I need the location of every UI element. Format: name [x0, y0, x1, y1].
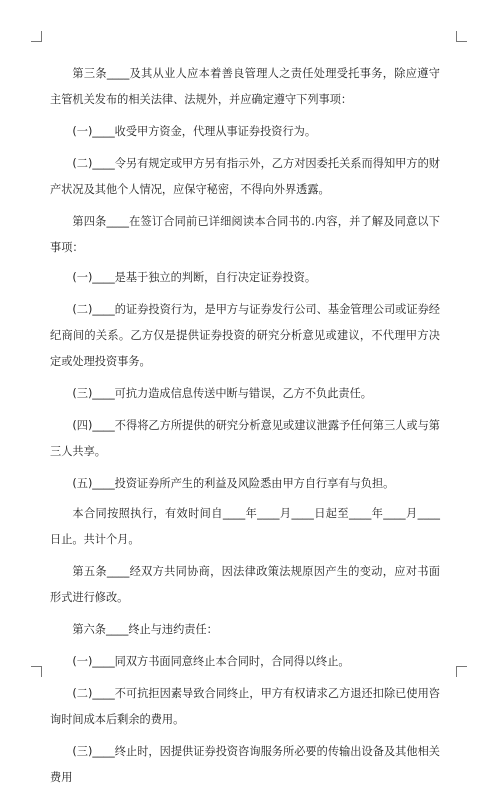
- paragraph-article-4: 第四条____在签订合同前已详细阅读本合同书的.内容，并了解及同意以下事项：: [50, 215, 440, 254]
- paragraph-article-6-item-1: (一)____同双方书面同意终止本合同时，合同得以终止。: [72, 655, 350, 668]
- paragraph-article-5: 第五条____经双方共同协商，因法律政策法规原因产生的变动，应对书面形式进行修改。: [50, 565, 440, 604]
- paragraph-article-4-item-4: (四)____不得将乙方所提供的研究分析意见或建议泄露予任何第三人或与第三人共享。: [50, 419, 440, 458]
- crop-mark-bottom-left: [31, 666, 42, 677]
- paragraph-article-3-item-2: (二)____令另有规定或甲方另有指示外，乙方对因委托关系而得知甲方的财产状况及其他个人情况，应保守秘密，不得向外界透露。: [50, 157, 440, 196]
- crop-mark-bottom-right: [456, 666, 467, 677]
- paragraph-article-4-item-1: (一)____是基于独立的判断，自行决定证券投资。: [72, 271, 317, 284]
- paragraph-article-6-item-3: (三)____终止时，因提供证券投资咨询服务所必要的传输出设备及其他相关费用: [50, 745, 440, 784]
- crop-mark-top-right: [456, 31, 467, 42]
- paragraph-article-6: 第六条____终止与违约责任：: [72, 623, 218, 636]
- paragraph-article-4-item-5: (五)____投资证券所产生的利益及风险悉由甲方自行享有与负担。: [72, 477, 395, 490]
- document-body: [50, 61, 440, 797]
- paragraph-article-4-item-2: (二)____的证券投资行为，是甲方与证券发行公司、基金管理公司或证券经纪商间的关系。乙方仅是提供证券投资的研究分析意见或建议，不代理甲方决定或处理投资事务。: [50, 303, 440, 368]
- paragraph-article-6-item-2: (二)____不可抗拒因素导致合同终止，甲方有权请求乙方退还扣除已使用咨询时间成本后剩余的费用。: [50, 687, 440, 726]
- paragraph-contract-term: 本合同按照执行，有效时间自____年____月____日起至____年____月____日止。共计个月。: [50, 507, 440, 546]
- paragraph-article-4-item-3: (三)____可抗力造成信息传送中断与错误，乙方不负此责任。: [72, 387, 372, 400]
- paragraph-article-3: 第三条____及其从业人应本着善良管理人之责任处理受托事务，除应遵守主管机关发布的相关法律、法规外，并应确定遵守下列事项：: [50, 67, 440, 106]
- crop-mark-top-left: [31, 31, 42, 42]
- paragraph-article-3-item-1: (一)____收受甲方资金，代理从事证券投资行为。: [72, 125, 317, 138]
